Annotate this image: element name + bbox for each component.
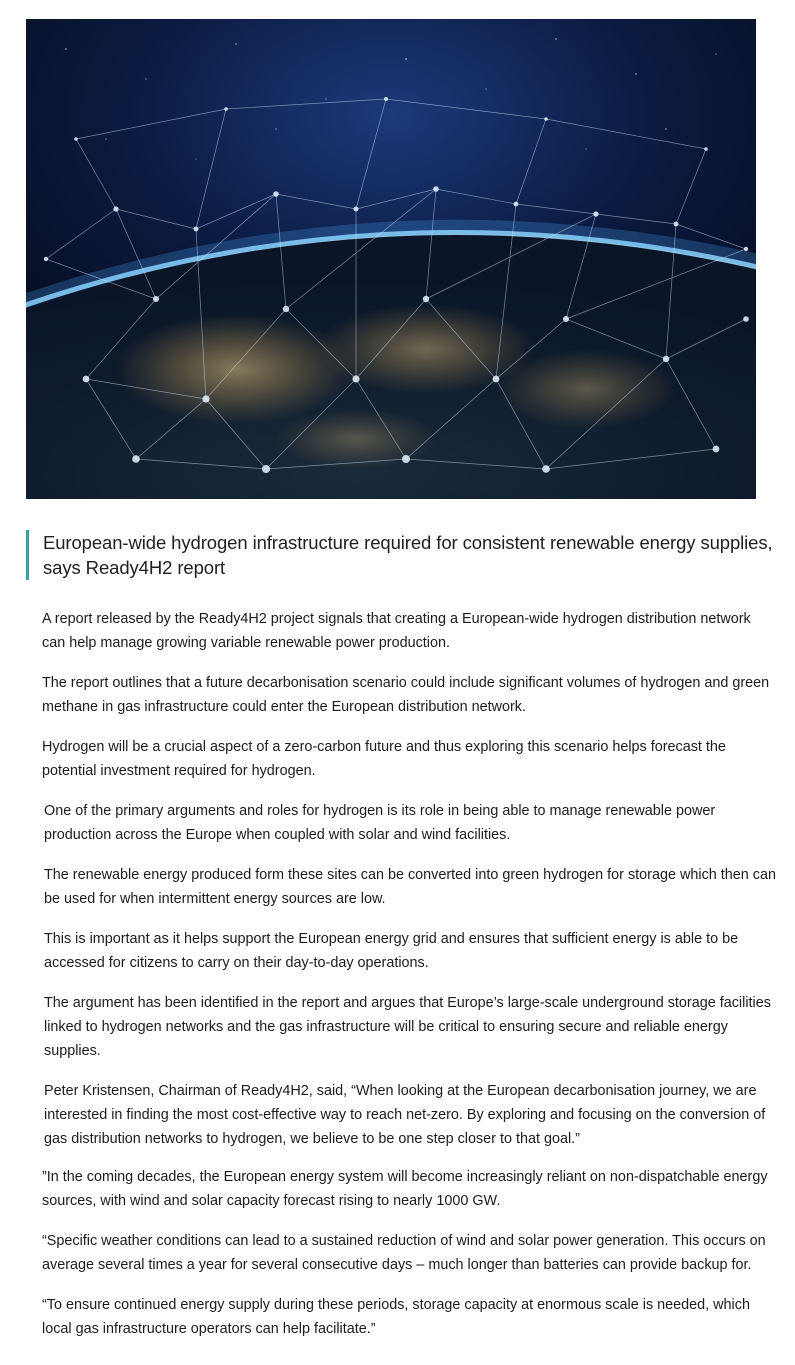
hero-image: [26, 19, 756, 499]
article-paragraph: This is important as it helps support the European energy grid and ensures that sufficient energy is able to be accessed for citizens to carry on their day-to-day operations.: [44, 931, 739, 971]
earth-europe-network-icon: [26, 19, 756, 499]
article-paragraph: The argument has been identified in the report and argues that Europe’s large-scale underground storage facilities linked to hydrogen networks and the gas infrastructure will be critical to ensuring secure and reliable energy supplies.: [44, 995, 771, 1059]
article-paragraph: The renewable energy produced form these sites can be converted into green hydrogen for storage which then can be used for when intermittent energy sources are low.: [44, 867, 776, 907]
article-paragraph: The report outlines that a future decarbonisation scenario could include significant volumes of hydrogen and green methane in gas infrastructure could enter the European distribution network.: [42, 675, 770, 715]
article-quote-paragraph: ”In the coming decades, the European energy system will become increasingly reliant on non-dispatchable energy sources, with wind and solar capacity forecast rising to nearly 1000 GW.: [42, 1169, 768, 1209]
article-quote-paragraph: “Specific weather conditions can lead to a sustained reduction of wind and solar power generation. This occurs on average several times a year for several consecutive days – much longer than batteries can provide backup for.: [42, 1233, 766, 1273]
article-quote-paragraph: “To ensure continued energy supply during these periods, storage capacity at enormous scale is needed, which local gas infrastructure operators can help facilitate.”: [42, 1297, 750, 1337]
article-headline: European-wide hydrogen infrastructure required for consistent renewable energy supplies, says Ready4H2 report: [26, 530, 783, 580]
article-paragraph: A report released by the Ready4H2 project signals that creating a European-wide hydrogen distribution network can help manage growing variable renewable power production.: [42, 611, 751, 651]
article-paragraph: Hydrogen will be a crucial aspect of a zero-carbon future and thus exploring this scenario helps forecast the potential investment required for hydrogen.: [42, 739, 726, 779]
article-paragraph: One of the primary arguments and roles for hydrogen is its role in being able to manage renewable power production across the Europe when coupled with solar and wind facilities.: [44, 803, 716, 843]
article-quote-paragraph: Peter Kristensen, Chairman of Ready4H2, said, “When looking at the European decarbonisation journey, we are interested in finding the most cost-effective way to reach net-zero. By exploring and focusing on the conversion of gas distribution networks to hydrogen, we believe to be one step closer to that goal.”: [44, 1083, 766, 1147]
